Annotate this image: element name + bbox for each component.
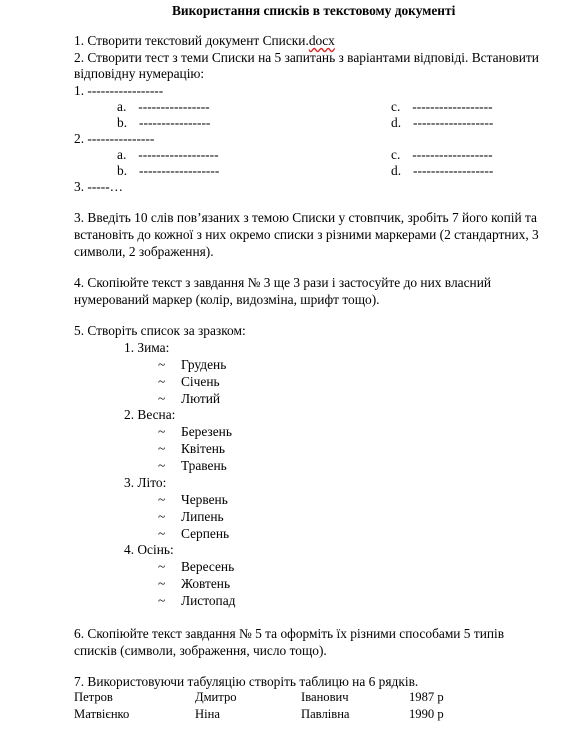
task-1-number: 1. [74,33,85,48]
list-item-month: ~ Березень [158,424,232,439]
task-1-text: Створити текстовий документ Списки. [87,33,309,48]
table-cell-patronymic: Іванович [301,690,349,704]
table-cell-year: 1987 р [409,690,444,704]
table-cell-patronymic: Павлівна [301,707,350,721]
list-item-month: ~ Травень [158,458,227,473]
question-1-label: 1. ----------------- [74,83,164,98]
task-3-line-1: 3. Введіть 10 слів пов’язаних з темою Списки у стовпчик, зробіть 7 його копій та [74,210,537,225]
table-cell-name: Дмитро [195,690,237,704]
task-4-line-2: нумерований маркер (колір, видозміна, шрифт тощо). [74,292,380,307]
list-item-month: ~ Жовтень [158,576,231,591]
task-3-line-3: символи, 2 зображення). [74,244,214,259]
task-6-line-2: списків (символи, зображення, число тощо). [74,643,327,658]
table-cell-surname: Матвієнко [74,707,130,721]
table-cell-name: Ніна [195,707,220,721]
task-2-line-2: відповідну нумерацію: [74,66,205,81]
list-item-month: ~ Січень [158,374,220,389]
page-title: Використання списків в текстовому документі [172,3,456,18]
list-item-month: ~ Липень [158,509,224,524]
list-item-month: ~ Квітень [158,441,226,456]
question-2-option-b: b. ------------------ [117,163,220,178]
list-item-month: ~ Червень [158,492,228,507]
season-label-winter: 1. Зима: [124,340,170,355]
task-2-line-1: 2. Створити тест з теми Списки на 5 запитань з варіантами відповіді. Встановити [74,50,539,65]
question-3-label: 3. -----… [74,179,124,194]
question-2-option-c: c. ------------------ [391,147,493,162]
question-2-option-d: d. ------------------ [391,163,494,178]
question-2-option-a: a. ------------------ [117,147,219,162]
list-item-month: ~ Грудень [158,357,227,372]
question-1-option-a: a. ---------------- [117,99,210,114]
task-4-line-1: 4. Скопіюйте текст з завдання № 3 ще 3 рази і застосуйте до них власний [74,275,492,290]
list-item-month: ~ Лютий [158,391,221,406]
list-item-month: ~ Вересень [158,559,235,574]
question-1-option-d: d. ------------------ [391,115,494,130]
list-item-month: ~ Листопад [158,593,236,608]
season-label-summer: 3. Літо: [124,475,167,490]
task-5-intro: 5. Створіть список за зразком: [74,323,246,338]
season-label-spring: 2. Весна: [124,407,176,422]
task-1-extension: docx [308,33,335,48]
question-1-option-c: c. ------------------ [391,99,493,114]
table-cell-surname: Петров [74,690,113,704]
table-cell-year: 1990 р [409,707,444,721]
question-1-option-b: b. ---------------- [117,115,211,130]
question-2-label: 2. --------------- [74,131,155,146]
task-3-line-2: встановіть до кожної з них окремо списки з різними маркерами (2 стандартних, 3 [74,227,539,242]
list-item-month: ~ Серпень [158,526,230,541]
task-7-intro: 7. Використовуючи табуляцію створіть таблицю на 6 рядків. [74,674,419,689]
task-1 [74,32,335,49]
task-6-line-1: 6. Скопіюйте текст завдання № 5 та оформіть їх різними способами 5 типів [74,626,505,641]
season-label-autumn: 4. Осінь: [124,542,174,557]
